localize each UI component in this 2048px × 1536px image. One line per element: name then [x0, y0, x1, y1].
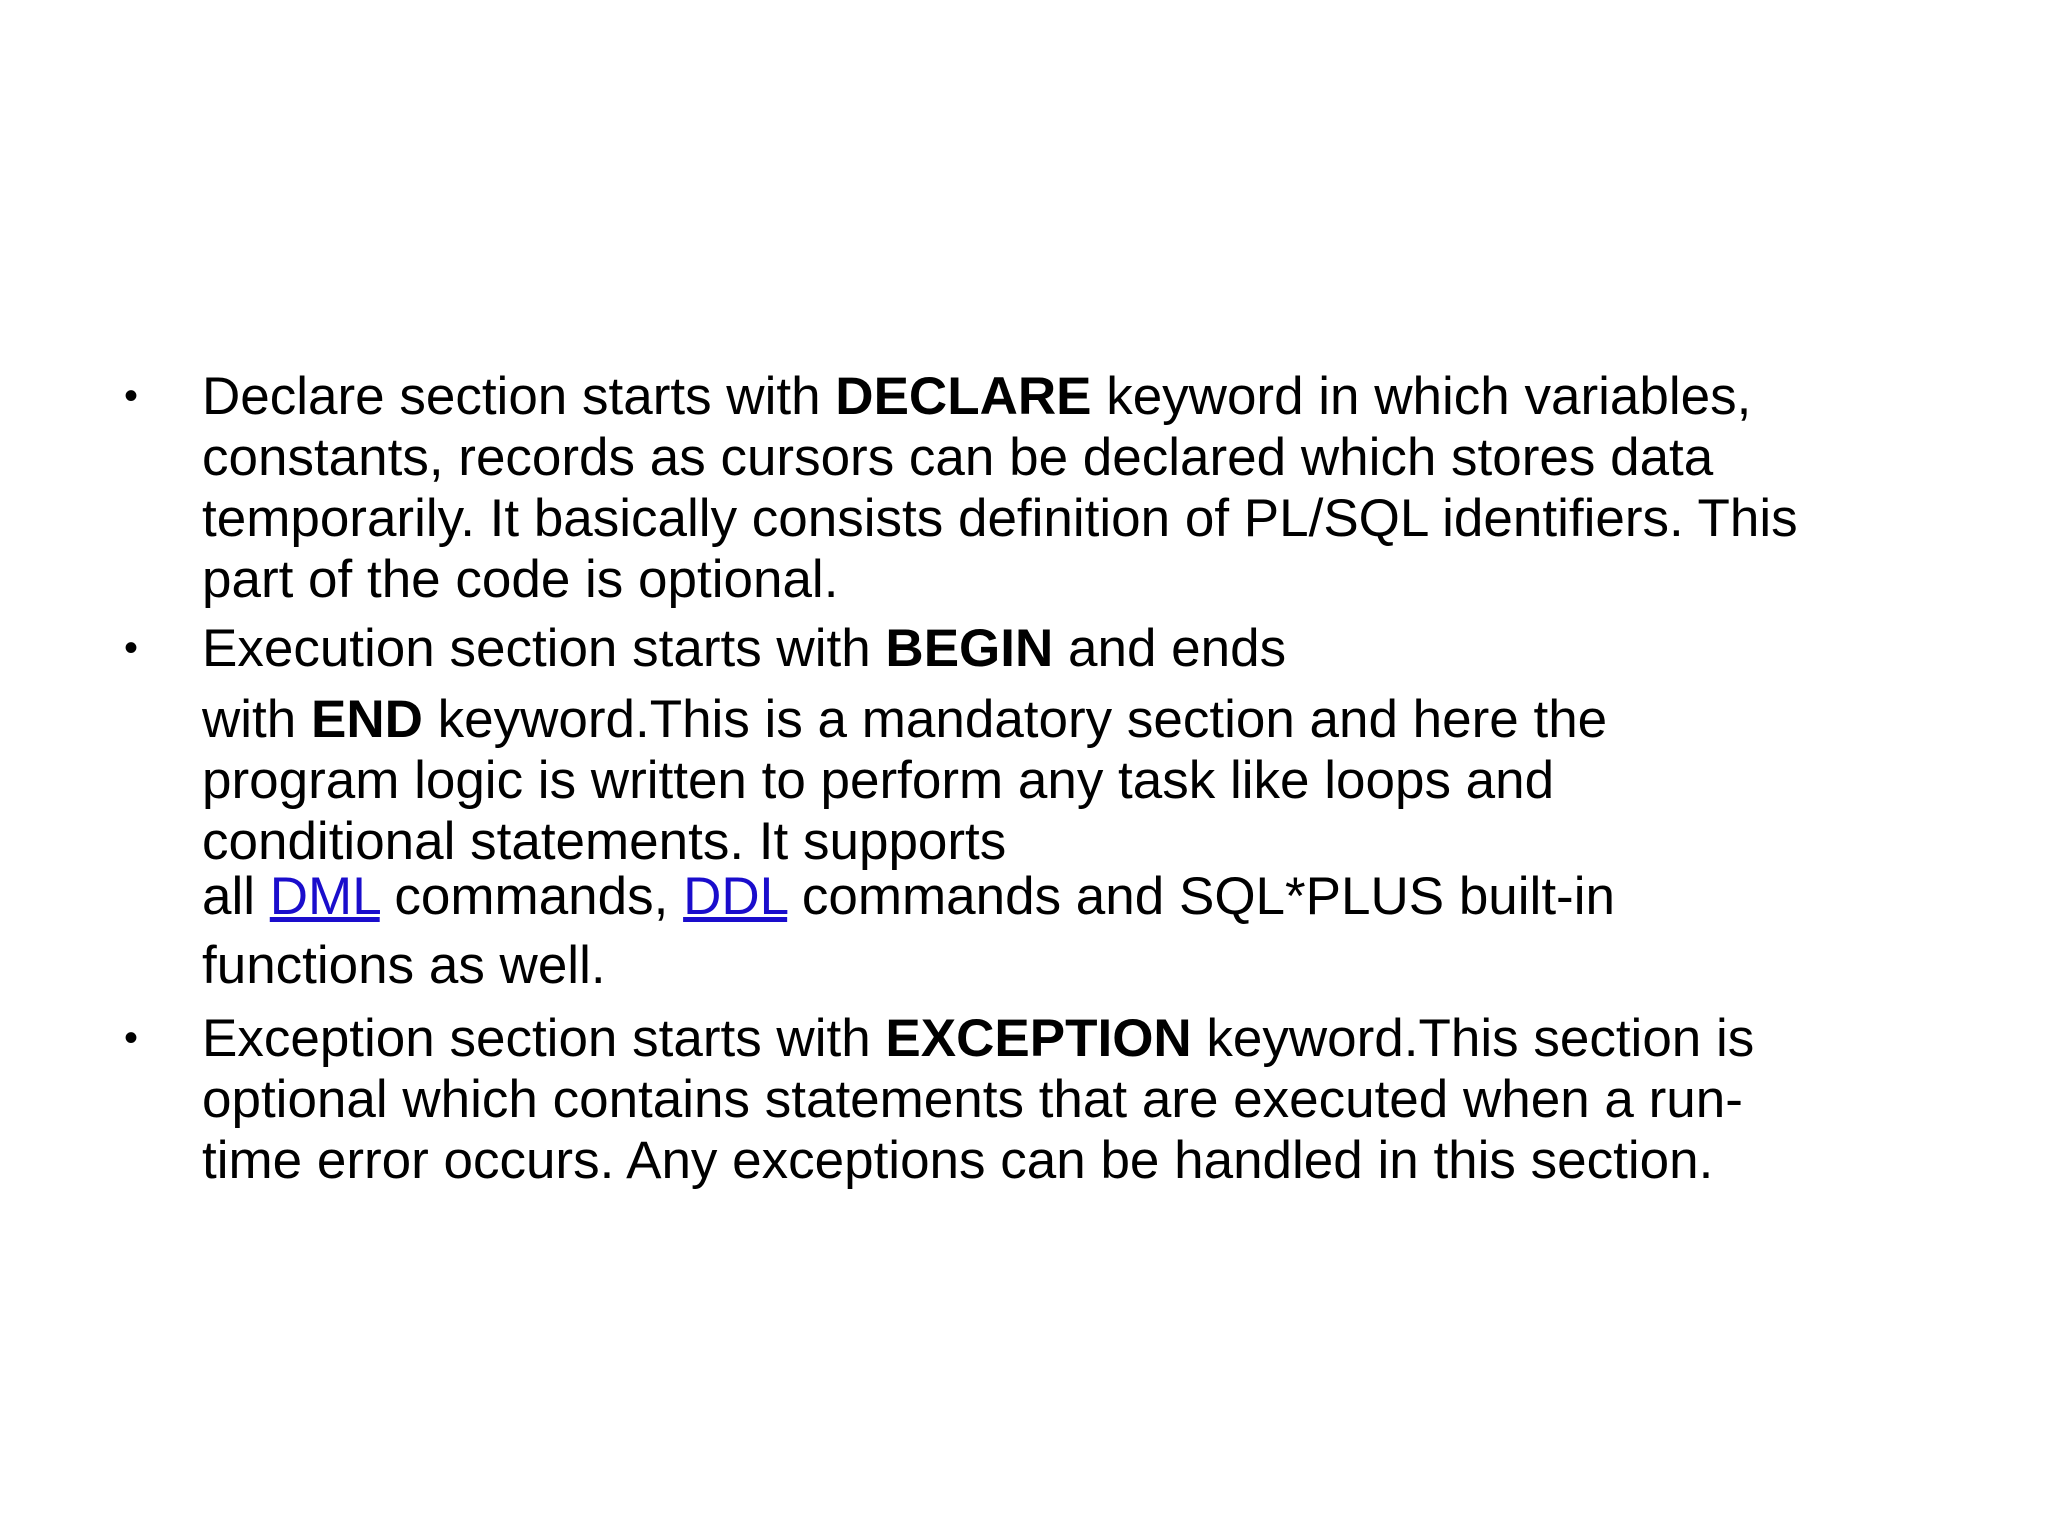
bullet-list [124, 366, 1944, 1191]
bullet-dot: • [124, 374, 139, 418]
ddl-link[interactable]: DDL [683, 867, 788, 926]
bullet-declare-section [124, 366, 1944, 610]
text-line [202, 618, 1944, 679]
keyword-exception: EXCEPTION [885, 1009, 1192, 1068]
text-line: temporarily. It basically consists definition of PL/SQL identifiers. This [202, 489, 1798, 548]
text-segment: all [202, 867, 270, 926]
text-line [202, 866, 1944, 927]
text-segment: keyword.This is a mandatory section and here the [422, 690, 1608, 749]
text-line: part of the code is optional. [202, 550, 839, 609]
text-segment: Declare section starts with [202, 367, 836, 426]
keyword-end: END [310, 690, 423, 749]
text-segment: Exception section starts with [202, 1009, 886, 1068]
dml-link[interactable]: DML [269, 867, 380, 926]
text-line: functions as well. [202, 936, 606, 995]
text-line [202, 689, 1944, 750]
text-segment: with [202, 690, 311, 749]
text-line [202, 1008, 1944, 1069]
text-line: conditional statements. It supports [202, 812, 1007, 871]
text-segment: and ends [1053, 619, 1287, 678]
text-segment: keyword.This section is [1191, 1009, 1755, 1068]
text-line: optional which contains statements that are executed when a run- [202, 1070, 1743, 1129]
text-line: constants, records as cursors can be declared which stores data [202, 428, 1714, 487]
text-line [202, 366, 1944, 427]
text-segment: commands and SQL*PLUS built-in [787, 867, 1615, 926]
text-segment: keyword in which variables, [1091, 367, 1752, 426]
keyword-declare: DECLARE [835, 367, 1092, 426]
text-line: time error occurs. Any exceptions can be handled in this section. [202, 1131, 1714, 1190]
bullet-dot: • [124, 1016, 139, 1060]
bullet-dot: • [124, 626, 139, 670]
text-line: program logic is written to perform any task like loops and [202, 751, 1555, 810]
bullet-execution-section [124, 618, 1944, 996]
text-segment: Execution section starts with [202, 619, 886, 678]
text-segment: commands, [379, 867, 684, 926]
keyword-begin: BEGIN [885, 619, 1054, 678]
bullet-exception-section [124, 1008, 1944, 1191]
